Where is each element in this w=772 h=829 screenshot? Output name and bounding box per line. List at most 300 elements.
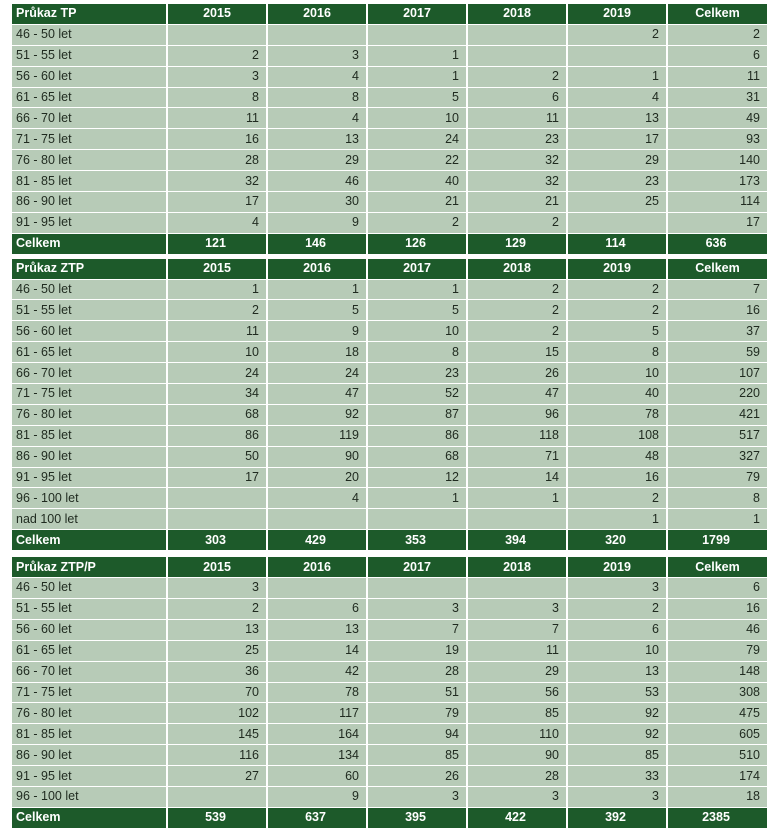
row-label: 71 - 75 let [12, 682, 167, 703]
table-header-row [12, 4, 767, 24]
table-cell: 1 [367, 279, 467, 300]
table-cell: 4 [267, 488, 367, 509]
table-cell: 16 [567, 467, 667, 488]
table-header-row [12, 557, 767, 577]
total-cell: 394 [467, 530, 567, 551]
row-label: 56 - 60 let [12, 619, 167, 640]
table-row [12, 509, 767, 530]
row-label: 81 - 85 let [12, 425, 167, 446]
table-cell: 40 [367, 171, 467, 192]
table-cell: 79 [667, 467, 767, 488]
table-cell: 10 [567, 640, 667, 661]
table-cell: 51 [367, 682, 467, 703]
table-cell: 2 [367, 212, 467, 233]
table-row [12, 724, 767, 745]
column-header: 2015 [167, 557, 267, 577]
table-row [12, 192, 767, 213]
table-cell: 15 [467, 342, 567, 363]
table-cell: 24 [167, 363, 267, 384]
table-cell: 10 [167, 342, 267, 363]
table-cell: 59 [667, 342, 767, 363]
table-header-row [12, 259, 767, 279]
table-cell: 68 [167, 404, 267, 425]
table-cell: 79 [667, 640, 767, 661]
table-cell: 7 [367, 619, 467, 640]
table-cell: 3 [367, 786, 467, 807]
table-cell: 3 [567, 578, 667, 599]
column-header: 2018 [467, 259, 567, 279]
table-cell: 13 [167, 619, 267, 640]
table-cell: 6 [667, 578, 767, 599]
table-cell: 86 [167, 425, 267, 446]
total-cell: 129 [467, 233, 567, 254]
table-cell: 2 [167, 598, 267, 619]
row-label: 76 - 80 let [12, 150, 167, 171]
total-cell: 126 [367, 233, 467, 254]
table-cell [567, 212, 667, 233]
column-header: 2015 [167, 4, 267, 24]
row-label: 96 - 100 let [12, 786, 167, 807]
row-label: 86 - 90 let [12, 745, 167, 766]
table-cell: 2 [667, 24, 767, 45]
table-cell: 5 [367, 300, 467, 321]
table-cell: 134 [267, 745, 367, 766]
table-cell: 220 [667, 384, 767, 405]
table-cell: 16 [667, 300, 767, 321]
row-label: 66 - 70 let [12, 363, 167, 384]
row-label: 51 - 55 let [12, 45, 167, 66]
table-cell: 1 [567, 509, 667, 530]
table-cell: 36 [167, 661, 267, 682]
table-cell: 10 [367, 321, 467, 342]
table-cell: 78 [267, 682, 367, 703]
row-label: 46 - 50 let [12, 279, 167, 300]
table-cell: 28 [467, 766, 567, 787]
table-cell: 14 [267, 640, 367, 661]
column-header: 2019 [567, 259, 667, 279]
table-cell: 85 [567, 745, 667, 766]
row-label: 81 - 85 let [12, 724, 167, 745]
table-cell: 71 [467, 446, 567, 467]
table-cell: 47 [467, 384, 567, 405]
table-cell: 23 [467, 129, 567, 150]
table-title: Průkaz TP [12, 4, 167, 24]
table-cell: 1 [367, 45, 467, 66]
table-cell: 13 [267, 129, 367, 150]
table-cell: 102 [167, 703, 267, 724]
table-cell: 517 [667, 425, 767, 446]
total-cell: 320 [567, 530, 667, 551]
table-cell: 92 [267, 404, 367, 425]
total-cell: 637 [267, 807, 367, 828]
table-cell: 18 [267, 342, 367, 363]
table-cell: 4 [567, 87, 667, 108]
table-cell: 1 [367, 488, 467, 509]
table-cell [367, 578, 467, 599]
table-cell: 3 [167, 66, 267, 87]
table-cell: 2 [567, 488, 667, 509]
table-title: Průkaz ZTP [12, 259, 167, 279]
table-cell: 20 [267, 467, 367, 488]
row-label: 91 - 95 let [12, 467, 167, 488]
table-cell: 2 [467, 300, 567, 321]
row-label: 71 - 75 let [12, 129, 167, 150]
total-cell: 303 [167, 530, 267, 551]
table-cell: 22 [367, 150, 467, 171]
table-cell: 93 [667, 129, 767, 150]
table-body [12, 279, 767, 530]
row-label: 46 - 50 let [12, 578, 167, 599]
table-cell: 7 [467, 619, 567, 640]
table-prukaz-tp [12, 4, 767, 255]
table-cell: 56 [467, 682, 567, 703]
table-row [12, 619, 767, 640]
table-cell: 46 [267, 171, 367, 192]
table-cell: 2 [567, 279, 667, 300]
table-cell: 21 [467, 192, 567, 213]
table-cell [167, 786, 267, 807]
table-cell: 8 [667, 488, 767, 509]
table-cell: 107 [667, 363, 767, 384]
table-row [12, 404, 767, 425]
table-cell: 26 [367, 766, 467, 787]
total-cell: 392 [567, 807, 667, 828]
total-cell: 395 [367, 807, 467, 828]
table-cell: 26 [467, 363, 567, 384]
table-cell: 40 [567, 384, 667, 405]
table-cell: 11 [667, 66, 767, 87]
table-cell: 110 [467, 724, 567, 745]
table-cell: 1 [467, 488, 567, 509]
table-cell: 6 [667, 45, 767, 66]
column-header: 2019 [567, 557, 667, 577]
table-cell: 1 [167, 279, 267, 300]
table-row [12, 384, 767, 405]
total-cell: 636 [667, 233, 767, 254]
table-cell: 13 [567, 661, 667, 682]
table-cell: 30 [267, 192, 367, 213]
table-cell: 10 [567, 363, 667, 384]
table-cell: 87 [367, 404, 467, 425]
row-label: 61 - 65 let [12, 342, 167, 363]
table-cell: 8 [167, 87, 267, 108]
row-label: 76 - 80 let [12, 703, 167, 724]
table-cell: 3 [467, 598, 567, 619]
column-header: Celkem [667, 259, 767, 279]
total-row [12, 233, 767, 254]
table-cell: 11 [167, 108, 267, 129]
table-cell: 28 [367, 661, 467, 682]
table-cell: 119 [267, 425, 367, 446]
column-header: 2017 [367, 4, 467, 24]
table-cell: 8 [567, 342, 667, 363]
table-cell: 42 [267, 661, 367, 682]
table-cell: 327 [667, 446, 767, 467]
row-label: 66 - 70 let [12, 661, 167, 682]
table-row [12, 300, 767, 321]
total-cell: 429 [267, 530, 367, 551]
table-cell: 5 [267, 300, 367, 321]
row-label: 86 - 90 let [12, 446, 167, 467]
table-cell: 2 [467, 321, 567, 342]
table-cell: 117 [267, 703, 367, 724]
table-cell: 9 [267, 786, 367, 807]
row-label: 81 - 85 let [12, 171, 167, 192]
table-cell: 32 [467, 150, 567, 171]
table-cell: 31 [667, 87, 767, 108]
row-label: 71 - 75 let [12, 384, 167, 405]
table-cell: 48 [567, 446, 667, 467]
table-cell: 9 [267, 212, 367, 233]
table-cell: 8 [367, 342, 467, 363]
total-cell: 539 [167, 807, 267, 828]
table-row [12, 171, 767, 192]
table-row [12, 661, 767, 682]
table-cell: 10 [367, 108, 467, 129]
table-cell: 2 [167, 45, 267, 66]
table-cell: 2 [167, 300, 267, 321]
table-cell: 1 [267, 279, 367, 300]
table-row [12, 342, 767, 363]
table-cell: 4 [267, 108, 367, 129]
table-cell [167, 24, 267, 45]
table-cell: 421 [667, 404, 767, 425]
table-cell: 11 [467, 108, 567, 129]
total-cell: 2385 [667, 807, 767, 828]
table-cell: 9 [267, 321, 367, 342]
table-cell: 78 [567, 404, 667, 425]
table-cell [167, 488, 267, 509]
table-cell: 52 [367, 384, 467, 405]
table-cell: 46 [667, 619, 767, 640]
table-cell: 2 [467, 279, 567, 300]
table-row [12, 212, 767, 233]
table-cell [467, 45, 567, 66]
table-cell: 475 [667, 703, 767, 724]
table-row [12, 87, 767, 108]
table-cell: 23 [567, 171, 667, 192]
row-label: 56 - 60 let [12, 321, 167, 342]
table-cell: 90 [467, 745, 567, 766]
table-cell: 3 [467, 786, 567, 807]
table-cell [467, 578, 567, 599]
total-label: Celkem [12, 530, 167, 551]
table-prukaz-ztp-p [12, 557, 767, 829]
row-label: 96 - 100 let [12, 488, 167, 509]
table-row [12, 321, 767, 342]
table-cell: 1 [667, 509, 767, 530]
table-cell: 114 [667, 192, 767, 213]
table-cell: 6 [567, 619, 667, 640]
column-header: 2019 [567, 4, 667, 24]
column-header: 2015 [167, 259, 267, 279]
row-label: 66 - 70 let [12, 108, 167, 129]
table-cell: 2 [567, 598, 667, 619]
table-cell: 11 [467, 640, 567, 661]
table-row [12, 682, 767, 703]
row-label: 51 - 55 let [12, 300, 167, 321]
table-cell [467, 24, 567, 45]
table-cell: 5 [567, 321, 667, 342]
total-cell: 353 [367, 530, 467, 551]
table-cell: 94 [367, 724, 467, 745]
table-cell: 3 [167, 578, 267, 599]
table-cell: 7 [667, 279, 767, 300]
table-cell: 68 [367, 446, 467, 467]
total-cell: 114 [567, 233, 667, 254]
table-cell: 14 [467, 467, 567, 488]
table-cell: 174 [667, 766, 767, 787]
table-cell: 47 [267, 384, 367, 405]
table-cell: 29 [567, 150, 667, 171]
total-cell: 146 [267, 233, 367, 254]
table-cell: 8 [267, 87, 367, 108]
table-row [12, 363, 767, 384]
table-cell [267, 24, 367, 45]
table-cell: 24 [367, 129, 467, 150]
table-cell: 53 [567, 682, 667, 703]
table-cell [567, 45, 667, 66]
table-cell [267, 509, 367, 530]
table-cell: 11 [167, 321, 267, 342]
table-row [12, 786, 767, 807]
table-cell: 17 [167, 192, 267, 213]
row-label: 61 - 65 let [12, 87, 167, 108]
total-cell: 121 [167, 233, 267, 254]
table-row [12, 578, 767, 599]
total-row [12, 807, 767, 828]
table-cell: 92 [567, 724, 667, 745]
table-cell: 13 [567, 108, 667, 129]
table-cell: 5 [367, 87, 467, 108]
table-cell: 50 [167, 446, 267, 467]
column-header: Celkem [667, 4, 767, 24]
row-label: 86 - 90 let [12, 192, 167, 213]
column-header: 2018 [467, 557, 567, 577]
table-cell [367, 509, 467, 530]
table-cell: 85 [467, 703, 567, 724]
row-label: 51 - 55 let [12, 598, 167, 619]
column-header: 2017 [367, 557, 467, 577]
table-cell: 25 [567, 192, 667, 213]
table-row [12, 66, 767, 87]
table-cell: 164 [267, 724, 367, 745]
table-cell: 60 [267, 766, 367, 787]
table-row [12, 45, 767, 66]
table-cell: 12 [367, 467, 467, 488]
table-cell: 6 [467, 87, 567, 108]
table-title: Průkaz ZTP/P [12, 557, 167, 577]
table-body [12, 24, 767, 233]
table-cell: 1 [367, 66, 467, 87]
table-cell: 86 [367, 425, 467, 446]
table-cell: 28 [167, 150, 267, 171]
row-label: 46 - 50 let [12, 24, 167, 45]
table-cell: 27 [167, 766, 267, 787]
table-cell: 2 [467, 66, 567, 87]
table-cell: 16 [667, 598, 767, 619]
table-cell: 1 [567, 66, 667, 87]
table-cell: 17 [167, 467, 267, 488]
table-cell: 308 [667, 682, 767, 703]
table-cell: 23 [367, 363, 467, 384]
table-cell: 2 [567, 300, 667, 321]
table-cell [267, 578, 367, 599]
table-cell: 140 [667, 150, 767, 171]
table-body [12, 578, 767, 808]
table-cell: 19 [367, 640, 467, 661]
row-label: nad 100 let [12, 509, 167, 530]
total-cell: 422 [467, 807, 567, 828]
row-label: 91 - 95 let [12, 212, 167, 233]
column-header: Celkem [667, 557, 767, 577]
table-cell: 32 [467, 171, 567, 192]
table-cell: 29 [267, 150, 367, 171]
table-cell: 70 [167, 682, 267, 703]
row-label: 91 - 95 let [12, 766, 167, 787]
row-label: 61 - 65 let [12, 640, 167, 661]
column-header: 2016 [267, 4, 367, 24]
table-row [12, 129, 767, 150]
table-cell: 108 [567, 425, 667, 446]
table-cell: 3 [567, 786, 667, 807]
table-cell: 4 [267, 66, 367, 87]
table-cell: 3 [267, 45, 367, 66]
table-cell [167, 509, 267, 530]
table-cell: 6 [267, 598, 367, 619]
table-cell [367, 24, 467, 45]
table-cell: 37 [667, 321, 767, 342]
table-cell: 16 [167, 129, 267, 150]
table-row [12, 279, 767, 300]
table-cell: 13 [267, 619, 367, 640]
table-cell: 173 [667, 171, 767, 192]
table-row [12, 640, 767, 661]
column-header: 2016 [267, 557, 367, 577]
table-cell: 17 [667, 212, 767, 233]
total-label: Celkem [12, 807, 167, 828]
table-row [12, 467, 767, 488]
table-cell: 33 [567, 766, 667, 787]
column-header: 2016 [267, 259, 367, 279]
table-row [12, 108, 767, 129]
table-row [12, 703, 767, 724]
table-cell: 145 [167, 724, 267, 745]
total-row [12, 530, 767, 551]
total-label: Celkem [12, 233, 167, 254]
table-cell: 17 [567, 129, 667, 150]
table-prukaz-ztp [12, 259, 767, 551]
table-cell: 90 [267, 446, 367, 467]
table-row [12, 598, 767, 619]
table-row [12, 766, 767, 787]
table-row [12, 150, 767, 171]
table-cell: 3 [367, 598, 467, 619]
table-cell: 510 [667, 745, 767, 766]
table-cell: 96 [467, 404, 567, 425]
column-header: 2018 [467, 4, 567, 24]
table-row [12, 446, 767, 467]
table-cell: 79 [367, 703, 467, 724]
table-cell: 116 [167, 745, 267, 766]
table-cell: 21 [367, 192, 467, 213]
table-cell: 24 [267, 363, 367, 384]
row-label: 76 - 80 let [12, 404, 167, 425]
tables-container [12, 4, 760, 829]
table-row [12, 488, 767, 509]
table-row [12, 425, 767, 446]
table-cell: 29 [467, 661, 567, 682]
